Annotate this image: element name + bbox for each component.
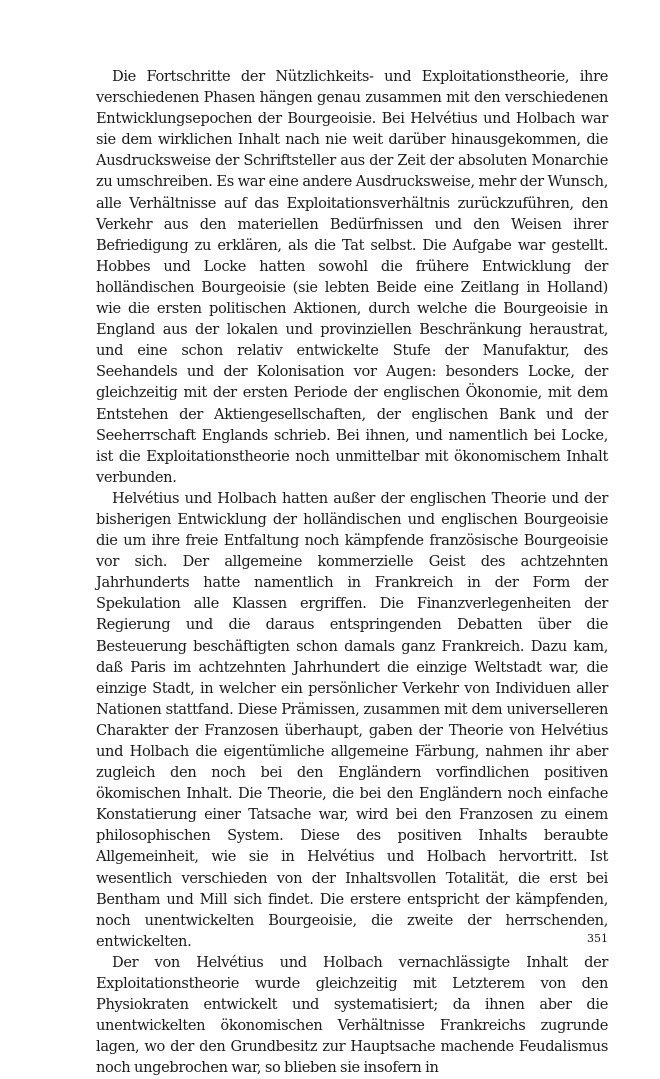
- paragraph-1: Die Fortschritte der Nützlichkeits- und Exploitationstheorie, ihre verschiedenen Phasen hängen genau zusammen mit den verschiedenen Entwicklungsepochen der Bourgeoisie. Bei Helvétius und Holbach war sie dem wirklichen Inhalt nach nie weit darüber hinausgekommen, die Ausdrucksweise der Schriftsteller aus der Zeit der absoluten Monarchie zu umschreiben. Es war eine andere Ausdrucksweise, mehr der Wunsch, alle Verhältnisse auf das Exploitationsverhältnis zurückzuführen, den Verkehr aus den materiellen Bedürfnissen und den Weisen ihrer Befriedigung zu erklären, als die Tat selbst. Die Aufgabe war gestellt. Hobbes und Locke hatten sowohl die frühere Entwicklung der holländischen Bourgeoisie (sie lebten Beide eine Zeitlang in Holland) wie die ersten politischen Aktionen, durch welche die Bourgeoisie in England aus der lokalen und provinziellen Beschränkung heraustrat, und eine schon relativ entwickelte Stufe der Manufaktur, des Seehandels und der Kolonisation vor Augen: besonders Locke, der gleichzeitig mit der ersten Periode der englischen Ökonomie, mit dem Entstehen der Aktiengesellschaften, der englischen Bank und der Seeherrschaft Englands schrieb. Bei ihnen, und namentlich bei Locke, ist die Exploitationstheorie noch unmittelbar mit ökonomischem Inhalt verbunden.: [96, 68, 608, 486]
- paragraph-2: Helvétius und Holbach hatten außer der englischen Theorie und der bisherigen Entwicklung der holländischen und englischen Bourgeoisie die um ihre freie Entfaltung noch kämpfende französische Bourgeoisie vor sich. Der allgemeine kommerzielle Geist des achtzehnten Jahrhunderts hatte namentlich in Frankreich in der Form der Spekulation alle Klassen ergriffen. Die Finanzverlegenheiten der Regierung und die daraus entspringenden Debatten über die Besteuerung beschäftigten schon damals ganz Frankreich. Dazu kam, daß Paris im achtzehnten Jahrhundert die einzige Weltstadt war, die einzige Stadt, in welcher ein persönlicher Verkehr von Individuen aller Nationen stattfand. Diese Prämissen, zusammen mit dem universelleren Charakter der Franzosen überhaupt, gaben der Theorie von Helvétius und Holbach die eigentümliche allgemeine Färbung, nahmen ihr aber zugleich den noch bei den Engländern vorfindlichen positiven ökomischen Inhalt. Die Theorie, die bei den Engländern noch einfache Konstatierung einer Tatsache war, wird bei den Franzosen zu einem philosophischen System. Diese des positiven Inhalts beraubte Allgemeinheit, wie sie in Helvétius und Holbach hervortritt. Ist wesentlich verschieden von der Inhaltsvollen Totalität, die erst bei Bentham und Mill sich findet. Die erstere entspricht der kämpfenden, noch unentwickelten Bourgeoisie, die zweite der herrschenden, entwickelten.: [96, 489, 608, 950]
- paragraph-3: Der von Helvétius und Holbach vernachlässigte Inhalt der Exploitationstheorie wurde gleichzeitig mit Letzterem von den Physiokraten entwickelt und systematisiert; da ihnen aber die unentwickelten ökonomischen Verhältnisse Frankreichs zugrunde lagen, wo der den Grundbesitz zur Hauptsache machende Feudalismus noch ungebrochen war, so blieben sie insofern in: [96, 953, 608, 1077]
- body-text: [96, 66, 608, 1079]
- page-number: 351: [587, 932, 608, 945]
